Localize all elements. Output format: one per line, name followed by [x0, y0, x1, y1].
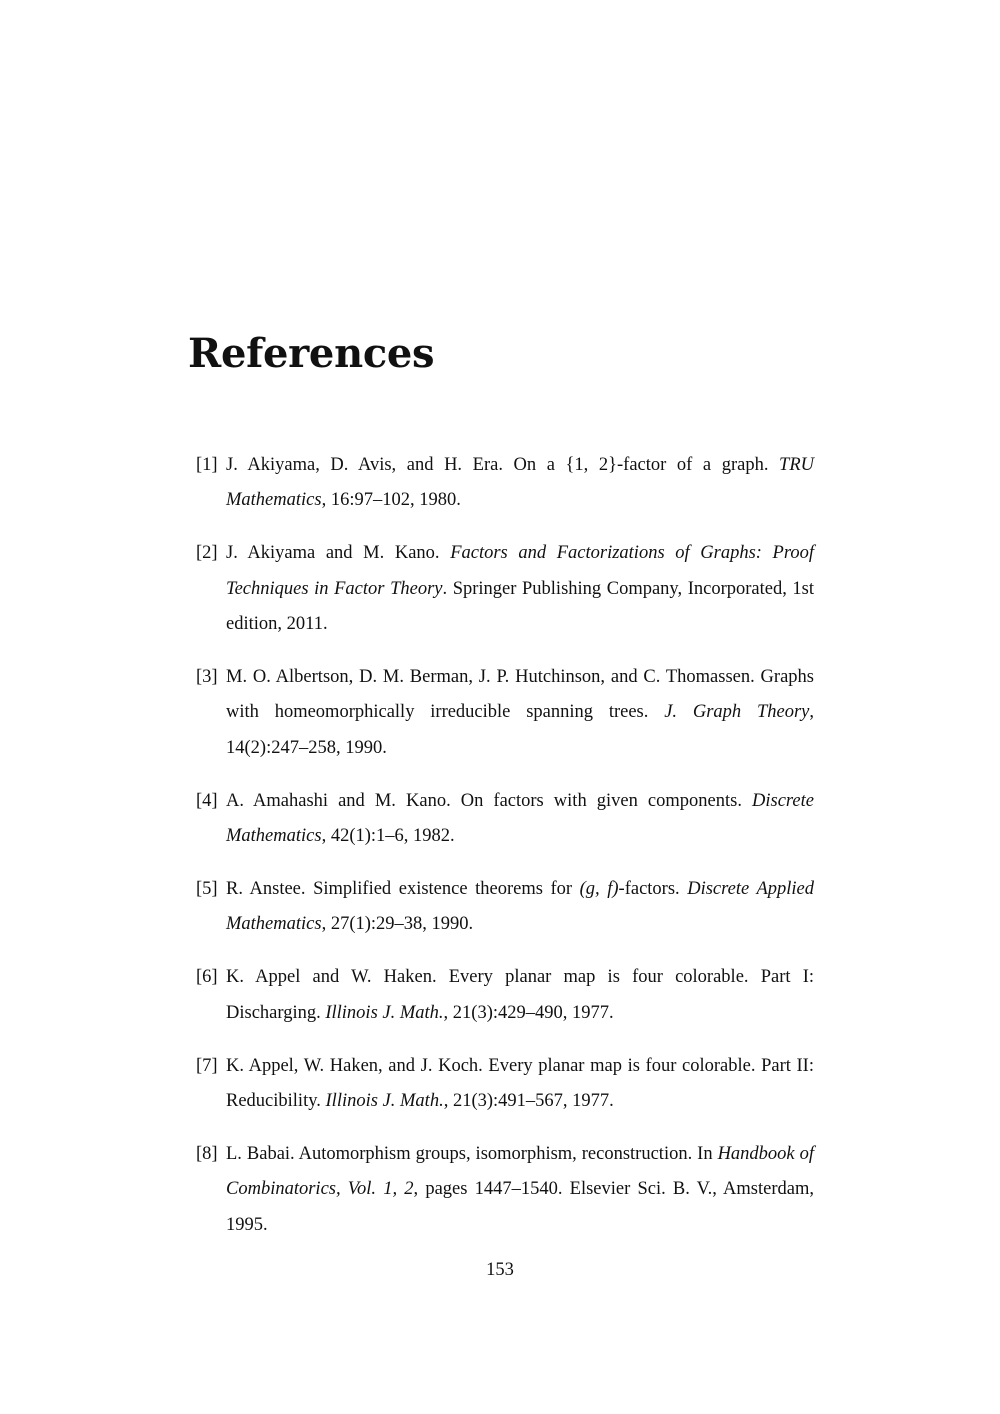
- reference-text: [226, 543, 814, 634]
- reference-text-part: J. Akiyama and M. Kano.: [226, 543, 451, 564]
- reference-entry: [196, 536, 814, 642]
- reference-title-italic: J. Graph Theory: [664, 702, 810, 723]
- reference-text-part: -factors.: [618, 879, 688, 900]
- reference-number: [1]: [196, 455, 218, 475]
- chapter-heading: References: [188, 330, 435, 377]
- reference-entry: [196, 1049, 814, 1120]
- reference-text: [226, 791, 814, 846]
- reference-text: [226, 879, 814, 934]
- reference-title-italic: Factors and Factorizations of Graphs: Proof Techniques in Factor Theory: [226, 543, 814, 599]
- reference-text-part: K. Appel and W. Haken. Every planar map is four colorable. Part I: Discharging.: [226, 967, 814, 1023]
- reference-entry: [196, 448, 814, 519]
- reference-text-part: J. Akiyama, D. Avis, and H. Era. On a {1, 2}-factor of a graph.: [226, 455, 780, 475]
- reference-number: [7]: [196, 1055, 218, 1076]
- reference-entry: [196, 1137, 814, 1243]
- page-number: 153: [486, 1260, 514, 1280]
- reference-text: [226, 1144, 814, 1235]
- reference-text-part: K. Appel, W. Haken, and J. Koch. Every planar map is four colorable. Part II: Reducibility.: [226, 1055, 814, 1112]
- reference-text: [226, 667, 814, 758]
- reference-number: [5]: [196, 879, 218, 900]
- reference-title-italic: Illinois J. Math.: [325, 1091, 444, 1112]
- reference-text-part: , 27(1):29–38, 1990.: [321, 914, 474, 935]
- reference-text-part: , pages 1447–1540. Elsevier Sci. B. V., Amsterdam, 1995.: [226, 1179, 814, 1235]
- reference-text: [226, 455, 814, 510]
- reference-text-part: M. O. Albertson, D. M. Berman, J. P. Hutchinson, and C. Thomassen. Graphs with homeomorphically irreducible spanning trees.: [226, 667, 814, 723]
- reference-entry: [196, 784, 814, 855]
- reference-text-part: L. Babai. Automorphism groups, isomorphism, reconstruction. In: [226, 1144, 718, 1164]
- reference-list: [196, 448, 814, 1261]
- reference-title-italic: TRU Mathematics: [226, 455, 814, 511]
- reference-text-part: , 16:97–102, 1980.: [321, 490, 461, 511]
- reference-text: [226, 967, 814, 1022]
- reference-text-part: , 21(3):429–490, 1977.: [443, 1002, 614, 1023]
- reference-number: [4]: [196, 790, 218, 811]
- reference-title-italic: (g, f): [579, 879, 619, 900]
- reference-title-italic: Handbook of Combinatorics, Vol. 1, 2: [226, 1144, 814, 1200]
- reference-title-italic: Discrete Applied Mathematics: [226, 879, 814, 935]
- reference-title-italic: Discrete Mathematics: [226, 790, 814, 847]
- reference-number: [8]: [196, 1144, 218, 1164]
- reference-text-part: , 21(3):491–567, 1977.: [443, 1091, 614, 1112]
- reference-entry: [196, 960, 814, 1031]
- reference-text-part: R. Anstee. Simplified existence theorems for: [226, 879, 580, 900]
- reference-entry: [196, 660, 814, 766]
- reference-text-part: . Springer Publishing Company, Incorporated, 1st edition, 2011.: [226, 578, 815, 635]
- reference-entry: [196, 872, 814, 943]
- reference-text: [226, 1056, 814, 1111]
- reference-number: [3]: [196, 667, 218, 688]
- reference-title-italic: Illinois J. Math.: [325, 1002, 444, 1023]
- reference-text-part: , 42(1):1–6, 1982.: [321, 826, 455, 847]
- reference-text-part: , 14(2):247–258, 1990.: [226, 702, 814, 758]
- reference-number: [2]: [196, 543, 218, 564]
- reference-number: [6]: [196, 967, 218, 988]
- reference-text-part: A. Amahashi and M. Kano. On factors with given components.: [226, 790, 752, 811]
